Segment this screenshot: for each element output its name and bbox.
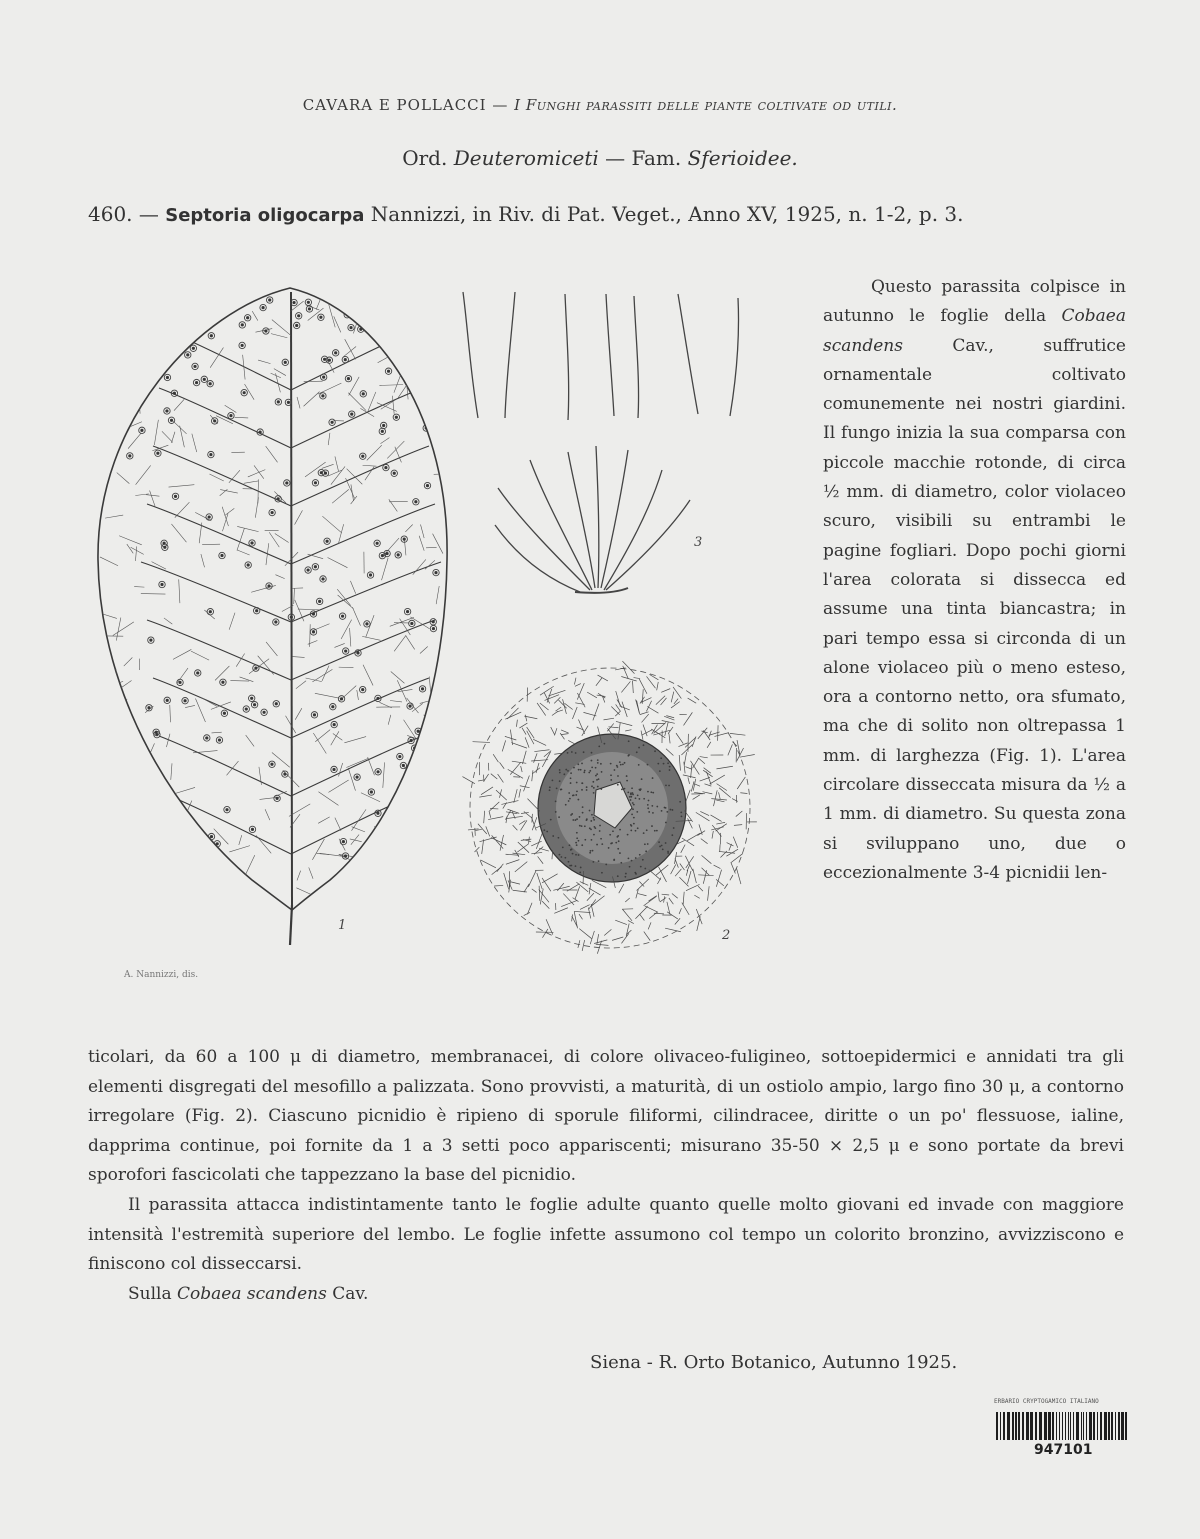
body-paragraph-2: Il parassita attacca indistintamente tanto le foglie adulte quanto quelle molto giovani ed invade con maggiore intensità l'estremità superiore del lembo. Le foglie infette assumono col tempo un colorito bronzino, avvizziscono e finiscono col disseccarsi. bbox=[88, 1194, 1124, 1275]
body-paragraph-3 bbox=[88, 1280, 1124, 1310]
barcode-bars bbox=[994, 1406, 1132, 1446]
species-citation: Nannizzi, in Riv. di Pat. Veget., Anno XV, 1925, n. 1-2, p. 3. bbox=[364, 202, 964, 226]
order-name: Deuteromiceti bbox=[453, 146, 599, 170]
header-title: I Funghi parassiti delle piante coltivate od utili. bbox=[514, 96, 898, 114]
header-separator: — bbox=[486, 96, 515, 114]
host-prefix: Sulla bbox=[128, 1283, 178, 1304]
family-label: Fam. bbox=[631, 146, 682, 170]
right-column-paragraph bbox=[823, 273, 1126, 888]
taxonomy-dash: — bbox=[598, 146, 632, 170]
place-date-signature: Siena - R. Orto Botanico, Autunno 1925. bbox=[590, 1352, 958, 1373]
body-paragraph-1: ticolari, da 60 a 100 μ di diametro, membranacei, di colore olivaceo-fuligineo, sottoepidermici e annidati tra gli elementi disgregati del mesofillo a palizzata. Sono provvisti, a maturità, di un ostiolo ampio, largo fino 30 μ, a contorno irregolare (Fig. 2). Ciascuno picnidio è ripieno di sporule filiformi, cilindracee, diritte o un po' flessuose, ialine, dapprima continue, poi fornite da 1 a 3 setti poco appariscenti; misurano 35-50 × 2,5 μ e sono portate da brevi sporofori fascicolati che tappezzano la base del picnidio. bbox=[88, 1047, 1124, 1186]
right-text-1: Questo parassita colpisce in autunno le foglie della bbox=[823, 277, 1126, 327]
species-name: Septoria oligocarpa bbox=[165, 205, 365, 226]
barcode-number: 947101 bbox=[1034, 1442, 1093, 1458]
barcode-label: ERBARIO CRYPTOGAMICO ITALIANO bbox=[994, 1398, 1099, 1405]
right-text-2: Cav., suffrutice ornamentale coltivato comunemente nei nostri giardini. Il fungo inizia la sua comparsa con piccole macchie rotonde, di circa ½ mm. di diametro, color violaceo scuro, visibili su entrambi le pagine fogliari. Dopo pochi giorni l'area colorata si dissecca ed assume una tinta biancastra; in pari tempo essa si circonda di un alone violaceo più o meno esteso, ora a contorno netto, ora sfumato, ma che di solito non oltrepassa 1 mm. di larghezza (Fig. 1). L'area circolare disseccata misura da ½ a 1 mm. di diametro. Su questa zona si sviluppano uno, due o eccezionalmente 3-4 picnidii len- bbox=[823, 335, 1126, 883]
header-authors: CAVARA E POLLACCI bbox=[302, 96, 487, 114]
figure-3-number: 3 bbox=[694, 535, 703, 550]
figure-1-number: 1 bbox=[338, 918, 347, 933]
species-number: 460. — bbox=[88, 202, 166, 226]
figure-2-spot-section bbox=[462, 661, 756, 954]
herbarium-barcode bbox=[994, 1398, 1132, 1462]
family-name: Sferioidee. bbox=[687, 146, 798, 170]
host-authority: Cav. bbox=[326, 1283, 369, 1304]
figure-2-number: 2 bbox=[722, 928, 731, 943]
host-name-1: Cobaea scandens bbox=[823, 306, 1126, 356]
right-column-text bbox=[823, 273, 1126, 888]
artist-credit: A. Nannizzi, dis. bbox=[124, 970, 199, 980]
order-label: Ord. bbox=[402, 146, 448, 170]
figure-1-leaf bbox=[82, 288, 450, 945]
host-name-2: Cobaea scandens bbox=[177, 1283, 327, 1304]
body-text bbox=[88, 1043, 1124, 1309]
